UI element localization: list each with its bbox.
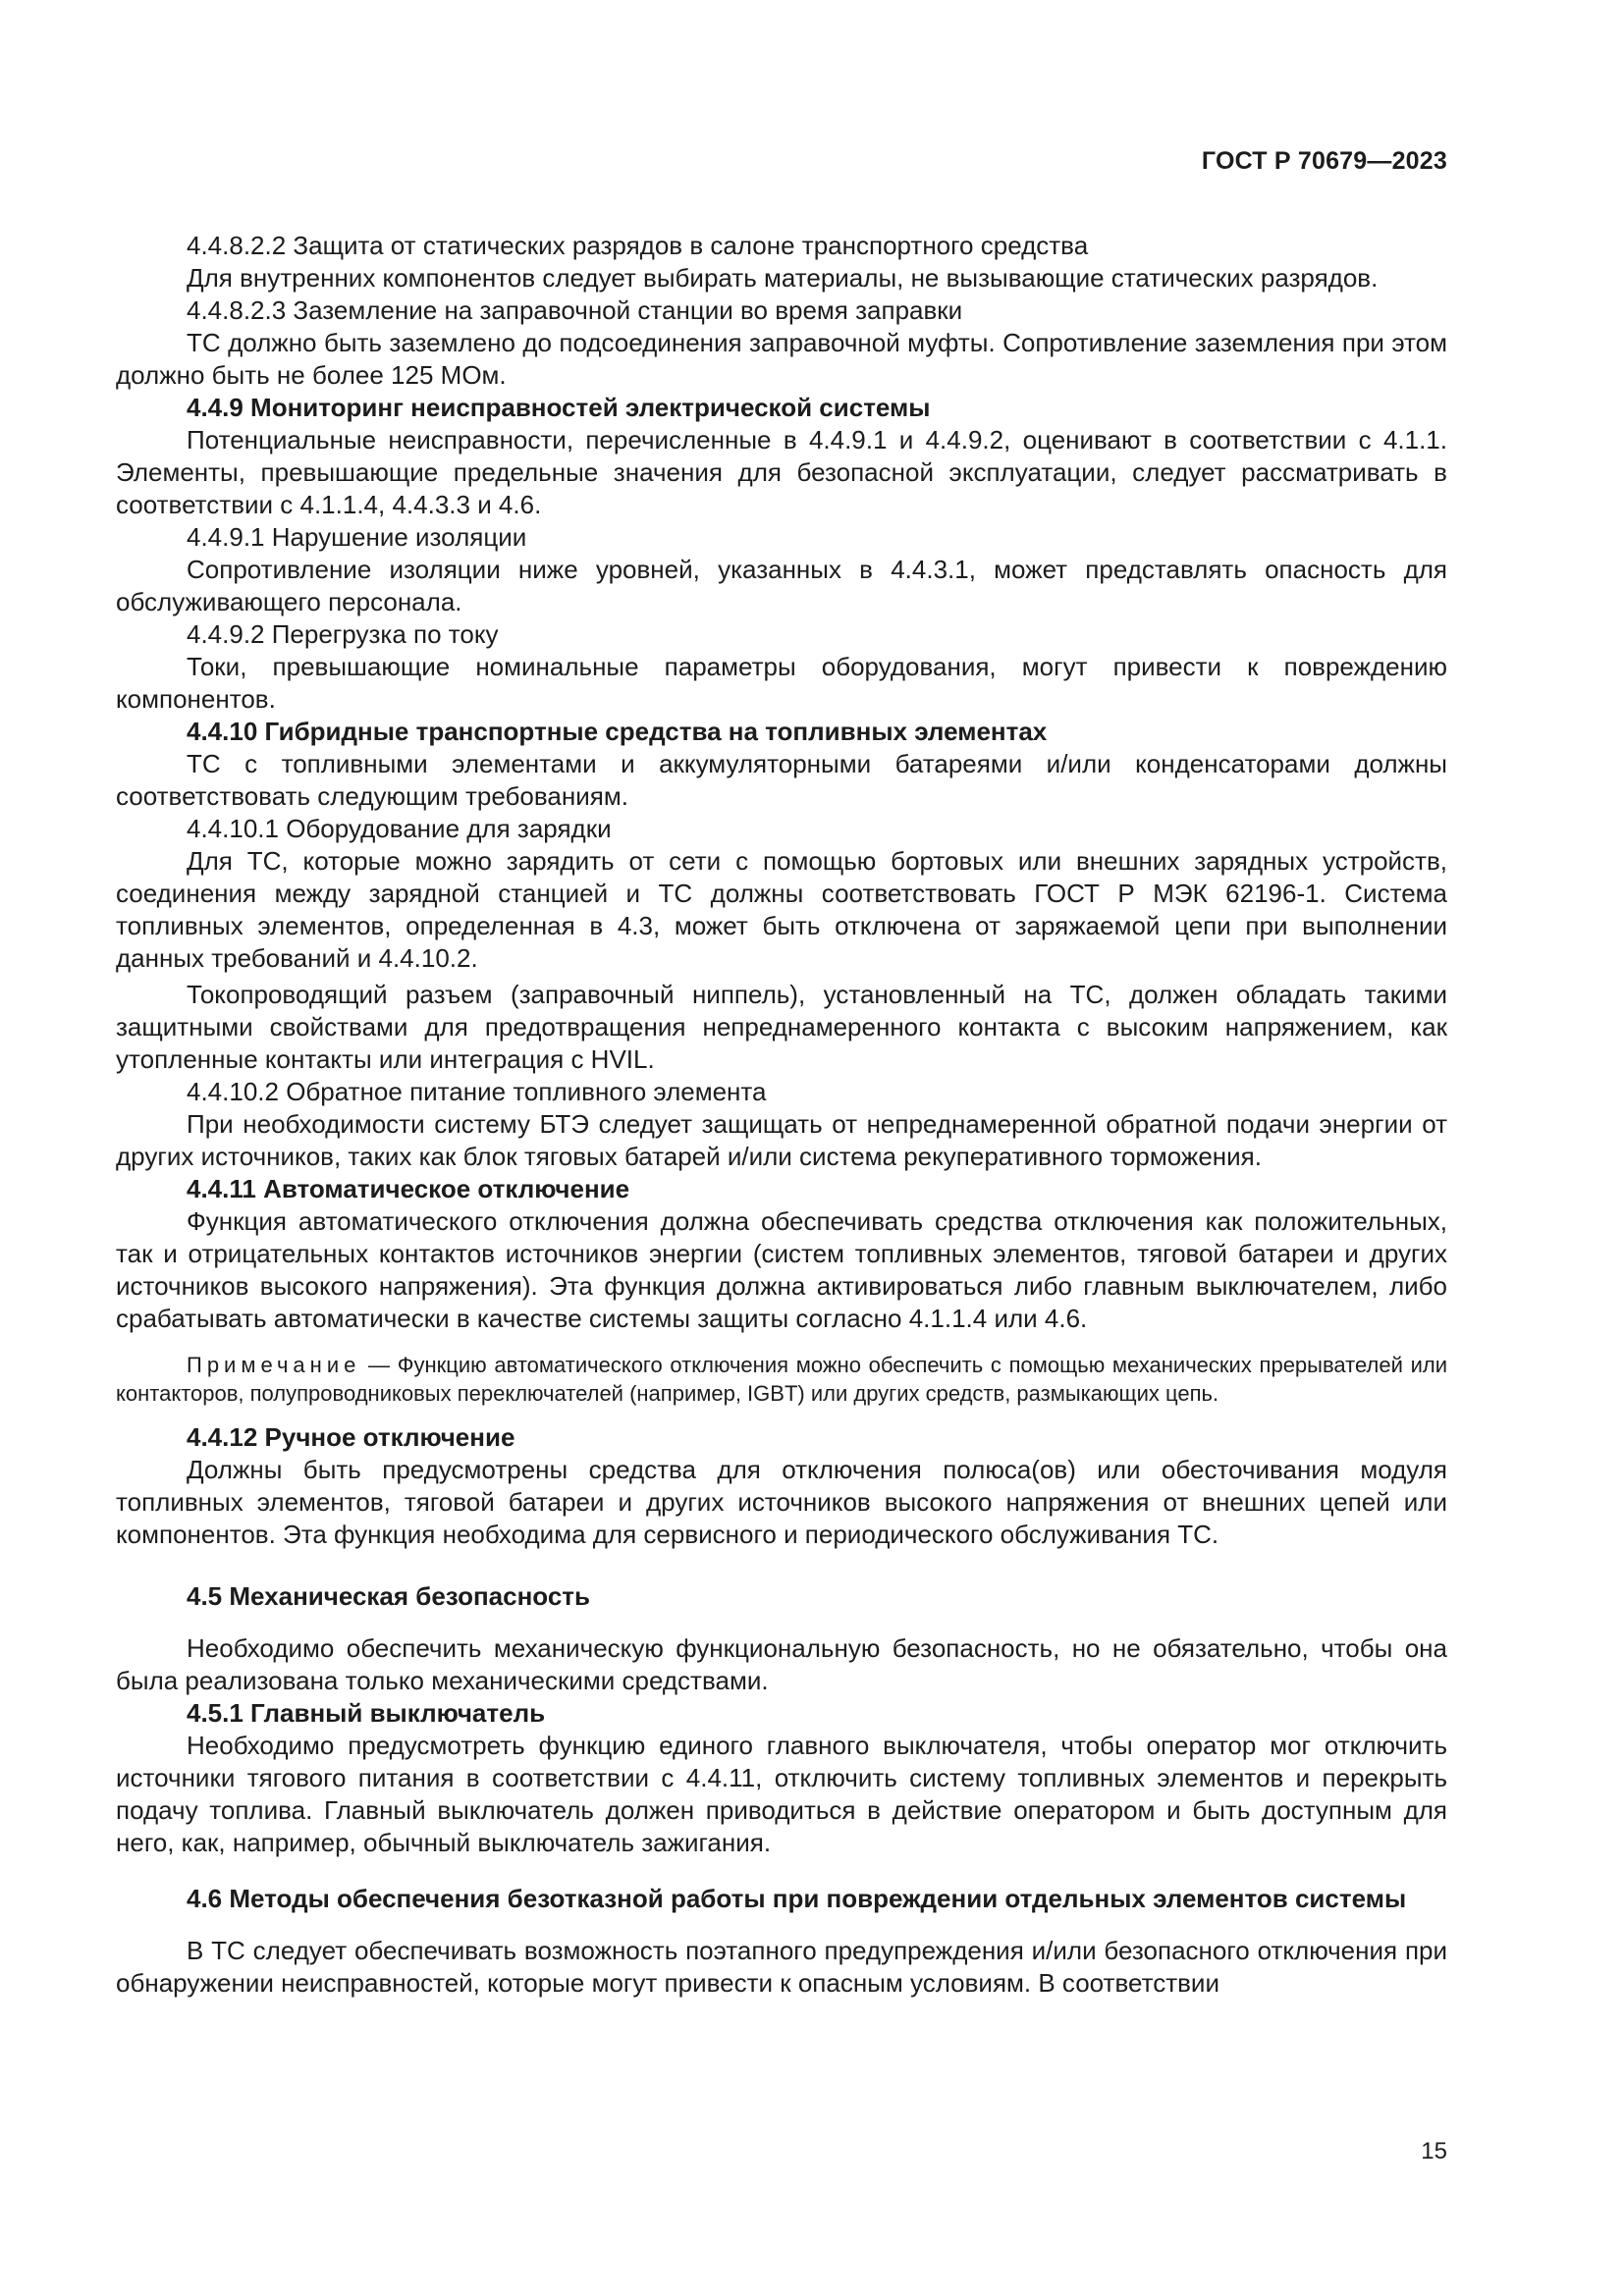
section-heading-4-5-1: 4.5.1 Главный выключатель [187, 1698, 546, 1728]
paragraph: Функция автоматического отключения должна обеспечивать средства отключения как положительных, так и отрицательных контактов источников энергии (систем топливных элементов, тяговой батареи и других источников высокого напряжения). Эта функция должна активироваться либо главным выключателем, либо срабатывать автоматически в качестве системы защиты согласно 4.1.1.4 или 4.6. [116, 1206, 1447, 1333]
paragraph: 4.4.9.2 Перегрузка по току [187, 619, 499, 649]
section-heading-4-6: 4.6 Методы обеспечения безотказной работы при повреждении отдельных элементов системы [187, 1884, 1407, 1913]
note [116, 1351, 1447, 1408]
section-heading-4-4-11: 4.4.11 Автоматическое отключение [187, 1174, 630, 1203]
section-heading-4-5: 4.5 Механическая безопасность [187, 1581, 591, 1611]
paragraph: При необходимости систему БТЭ следует защищать от непреднамеренной обратной подачи энергии от других источников, таких как блок тяговых батарей и/или система рекуперативного торможения. [116, 1109, 1447, 1171]
paragraph: Токи, превышающие номинальные параметры оборудования, могут привести к повреждению компонентов. [116, 652, 1447, 714]
document-body [116, 230, 1447, 2000]
paragraph: Для внутренних компонентов следует выбирать материалы, не вызывающие статических разрядов. [187, 263, 1379, 293]
document-page [116, 0, 1447, 2296]
section-heading-4-4-9: 4.4.9 Мониторинг неисправностей электрической системы [187, 393, 931, 422]
paragraph: ТС с топливными элементами и аккумуляторными батареями и/или конденсаторами должны соответствовать следующим требованиям. [116, 749, 1447, 811]
paragraph: ТС должно быть заземлено до подсоединения заправочной муфты. Сопротивление заземления при этом должно быть не более 125 МОм. [116, 328, 1447, 390]
paragraph: 4.4.9.1 Нарушение изоляции [187, 522, 527, 552]
paragraph: Необходимо обеспечить механическую функциональную безопасность, но не обязательно, чтобы она была реализована только механическими средствами. [116, 1633, 1447, 1695]
document-header: ГОСТ Р 70679—2023 [1201, 147, 1447, 175]
paragraph: В ТС следует обеспечивать возможность поэтапного предупреждения и/или безопасного отключения при обнаружении неисправностей, которые могут привести к опасным условиям. В соответствии [116, 1936, 1447, 1998]
note-text: — Функцию автоматического отключения можно обеспечить с помощью механических прерывателей или контакторов, полупроводниковых переключателей (например, IGBT) или других средств, размыкающих цепь. [116, 1353, 1447, 1406]
paragraph: 4.4.8.2.3 Заземление на заправочной станции во время заправки [187, 295, 963, 325]
paragraph: Должны быть предусмотрены средства для отключения полюса(ов) или обесточивания модуля топливных элементов, тяговой батареи и других источников высокого напряжения от внешних цепей или компонентов. Эта функция необходима для сервисного и периодического обслуживания ТС. [116, 1455, 1447, 1549]
page-number: 15 [1421, 2138, 1447, 2164]
paragraph: Сопротивление изоляции ниже уровней, указанных в 4.4.3.1, может представлять опасность для обслуживающего персонала. [116, 555, 1447, 616]
section-heading-4-4-12: 4.4.12 Ручное отключение [187, 1422, 515, 1452]
section-heading-4-4-10: 4.4.10 Гибридные транспортные средства на топливных элементах [187, 717, 1048, 746]
paragraph: 4.4.8.2.2 Защита от статических разрядов в салоне транспортного средства [187, 231, 1089, 260]
paragraph: Потенциальные неисправности, перечисленные в 4.4.9.1 и 4.4.9.2, оценивают в соответствии с 4.1.1. Элементы, превышающие предельные значения для безопасной эксплуатации, следует рассматривать в соответствии с 4.1.1.4, 4.4.3.3 и 4.6. [116, 425, 1447, 519]
paragraph: Токопроводящий разъем (заправочный ниппель), установленный на ТС, должен обладать такими защитными свойствами для предотвращения непреднамеренного контакта с высоким напряжением, как утопленные контакты или интеграция с HVIL. [116, 980, 1447, 1074]
paragraph: Необходимо предусмотреть функцию единого главного выключателя, чтобы оператор мог отключить источники тягового питания в соответствии с 4.4.11, отключить систему топливных элементов и перекрыть подачу топлива. Главный выключатель должен приводиться в действие оператором и быть доступным для него, как, например, обычный выключатель зажигания. [116, 1731, 1447, 1857]
note-label: Примечание [187, 1353, 361, 1377]
paragraph: 4.4.10.1 Оборудование для зарядки [187, 814, 612, 843]
paragraph: 4.4.10.2 Обратное питание топливного элемента [187, 1077, 767, 1106]
paragraph: Для ТС, которые можно зарядить от сети с помощью бортовых или внешних зарядных устройств, соединения между зарядной станцией и ТС должны соответствовать ГОСТ Р МЭК 62196-1. Система топливных элементов, определенная в 4.3, может быть отключена от заряжаемой цепи при выполнении данных требований и 4.4.10.2. [116, 846, 1447, 973]
